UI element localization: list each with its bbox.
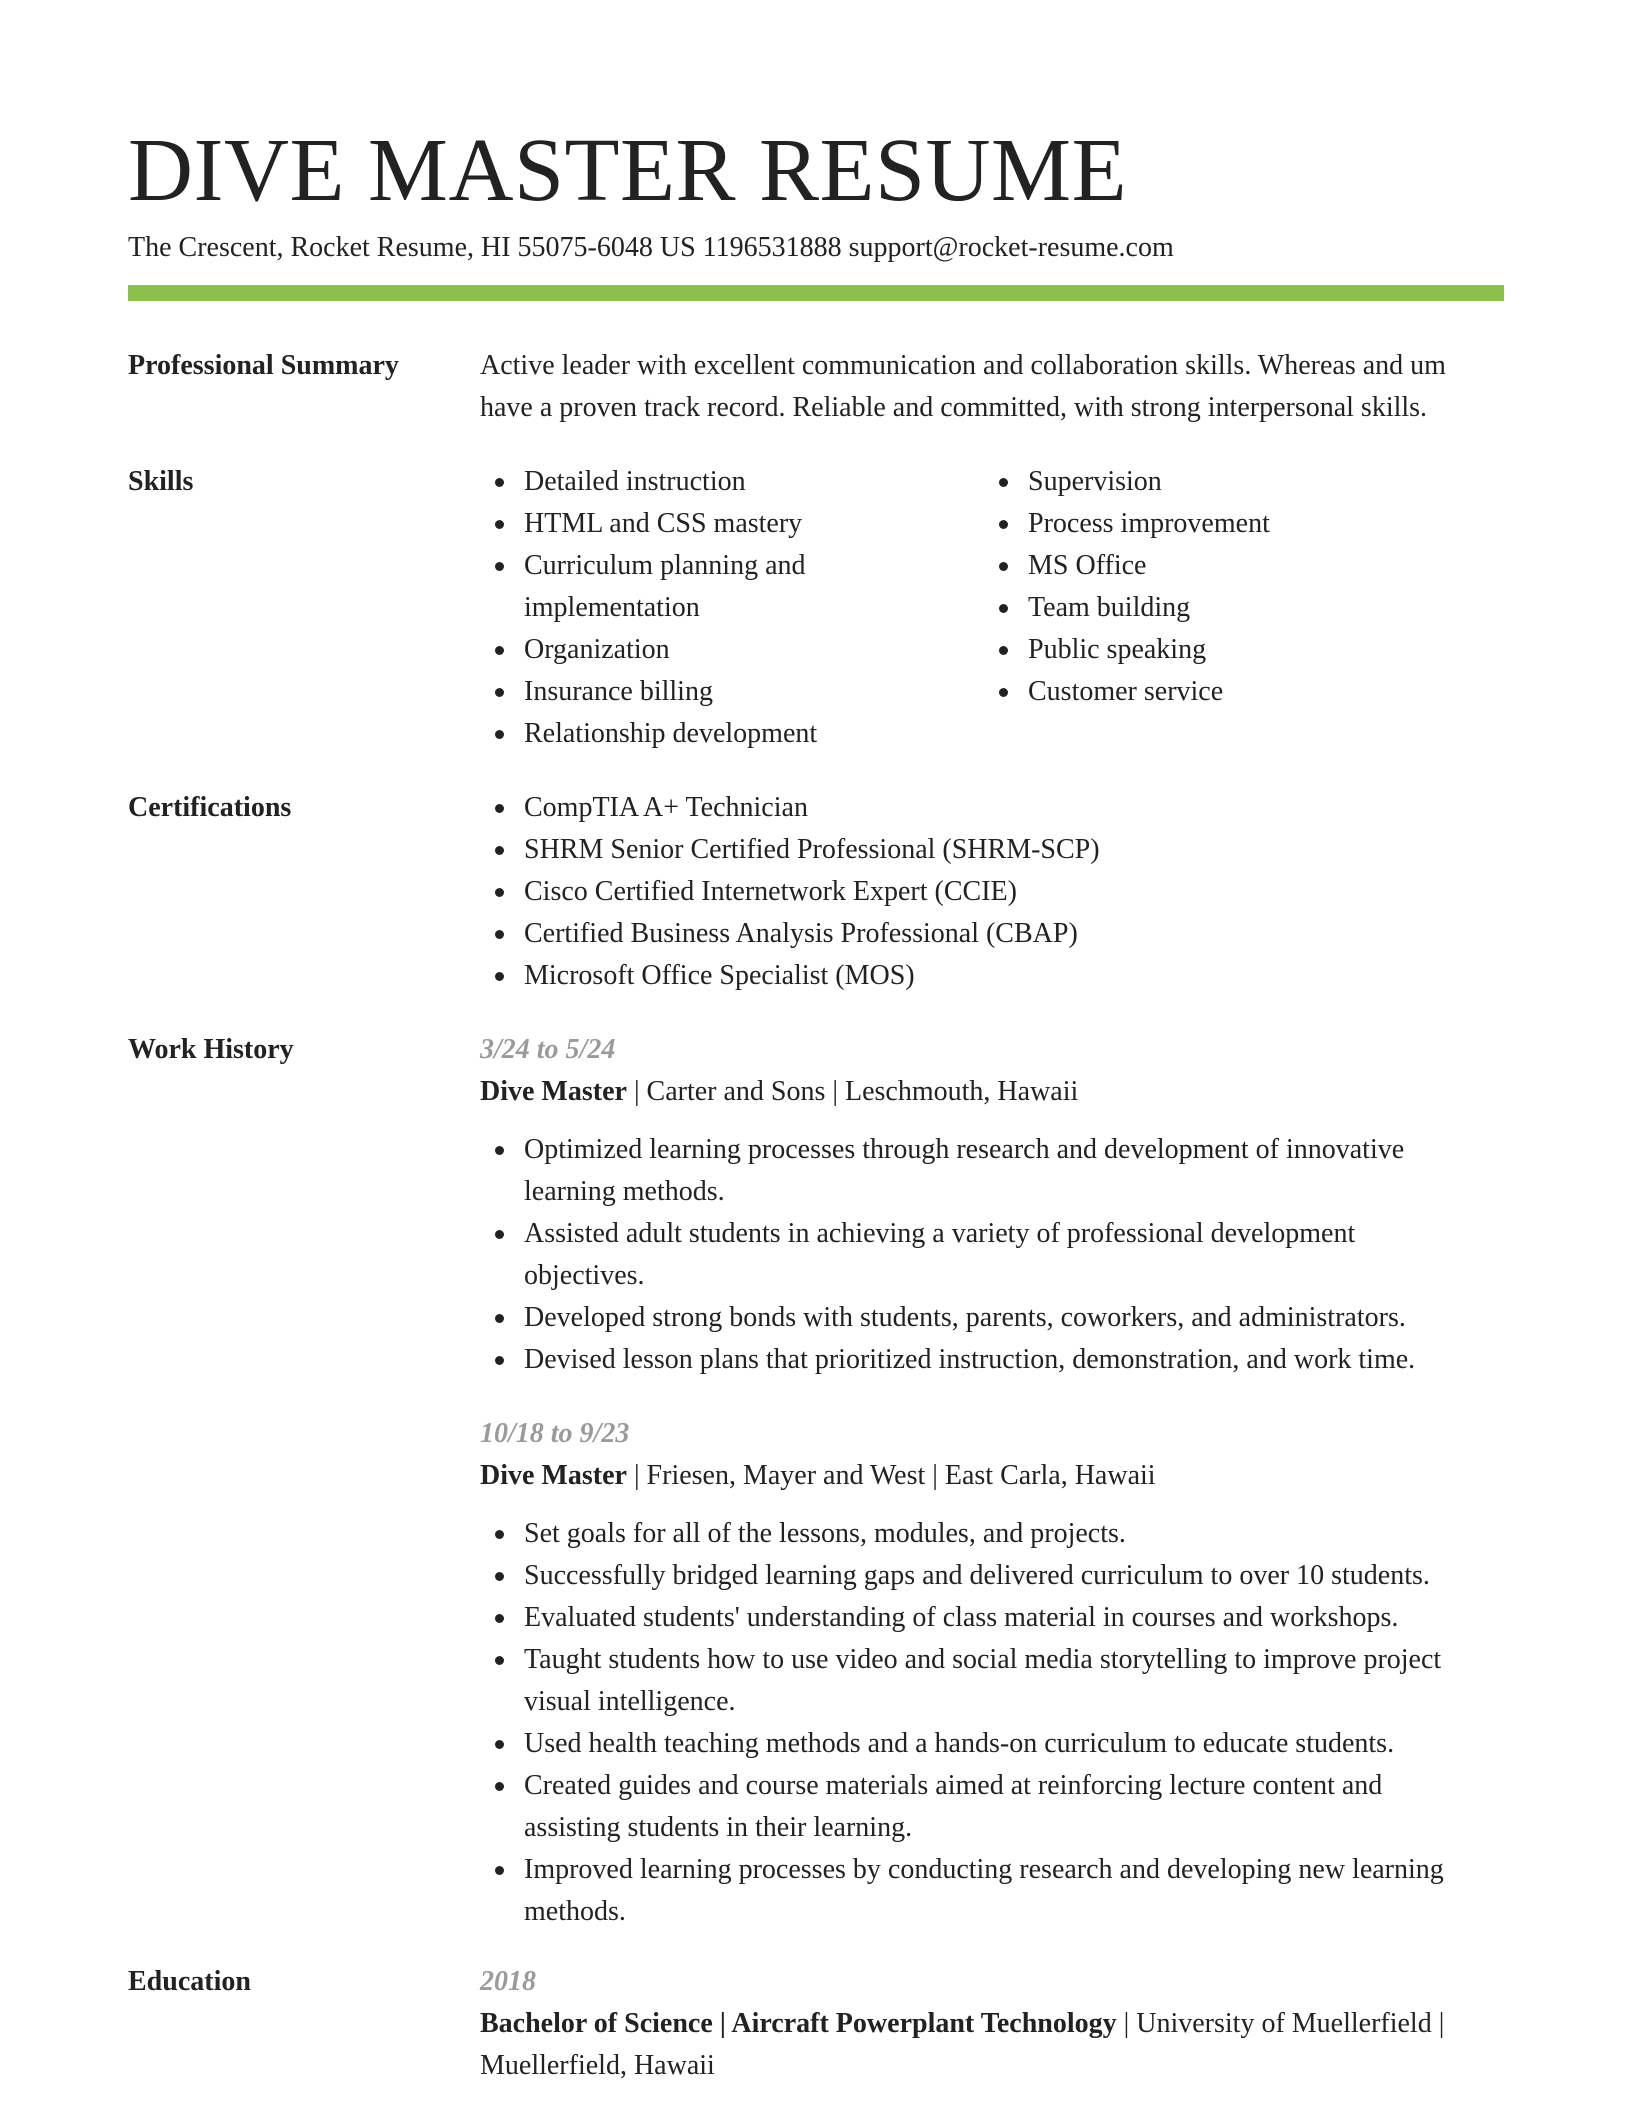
certification-item: SHRM Senior Certified Professional (SHRM-SCP)	[480, 829, 1504, 871]
section-label-work-history: Work History	[128, 1034, 294, 1065]
skill-item: Relationship development	[480, 713, 984, 755]
education-year: 2018	[480, 1966, 536, 1997]
job-bullet: Devised lesson plans that prioritized instruction, demonstration, and work time.	[480, 1339, 1480, 1381]
section-label-education: Education	[128, 1966, 251, 1997]
job-bullet: Assisted adult students in achieving a variety of professional development objectives.	[480, 1213, 1480, 1297]
job-bullet: Optimized learning processes through research and development of innovative learning methods.	[480, 1129, 1480, 1213]
contact-line: The Crescent, Rocket Resume, HI 55075-6048 US 1196531888 support@rocket-resume.com	[128, 232, 1174, 263]
job-details: | Carter and Sons | Leschmouth, Hawaii	[626, 1076, 1079, 1107]
skill-item: Detailed instruction	[480, 461, 984, 503]
certifications-body	[480, 787, 1504, 997]
skill-item: Curriculum planning and implementation	[480, 545, 864, 629]
job-title: Dive Master	[480, 1076, 627, 1107]
skill-item: Insurance billing	[480, 671, 984, 713]
skill-item: Public speaking	[984, 629, 1504, 671]
resume-title: DIVE MASTER RESUME	[128, 121, 1128, 220]
education-heading	[480, 2003, 1504, 2087]
job-entry	[480, 1413, 1504, 1933]
skill-item: Customer service	[984, 671, 1504, 713]
education-details: | University of Muellerfield | Muellerfield, Hawaii	[480, 2008, 1445, 2081]
certifications-list	[480, 787, 1504, 997]
job-bullets	[480, 1513, 1480, 1933]
section-label-summary: Professional Summary	[128, 350, 399, 381]
section-label-skills: Skills	[128, 466, 194, 497]
summary-text: Active leader with excellent communication and collaboration skills. Whereas and um have a proven track record. Reliable and committed, with strong interpersonal skills.	[480, 350, 1446, 423]
skill-item: Team building	[984, 587, 1504, 629]
header-divider	[128, 285, 1504, 301]
job-bullet: Taught students how to use video and social media storytelling to improve project visual intelligence.	[480, 1639, 1480, 1723]
job-details: | Friesen, Mayer and West | East Carla, Hawaii	[626, 1460, 1156, 1491]
certification-item: Certified Business Analysis Professional (CBAP)	[480, 913, 1504, 955]
job-dates: 3/24 to 5/24	[480, 1034, 616, 1065]
job-bullet: Developed strong bonds with students, parents, coworkers, and administrators.	[480, 1297, 1480, 1339]
job-bullet: Created guides and course materials aimed at reinforcing lecture content and assisting students in their learning.	[480, 1765, 1480, 1849]
section-label-certifications: Certifications	[128, 792, 292, 823]
job-dates: 10/18 to 9/23	[480, 1418, 630, 1449]
education-degree: Bachelor of Science | Aircraft Powerplant Technology	[480, 2008, 1117, 2039]
skills-list-col2	[984, 461, 1504, 755]
job-bullet: Used health teaching methods and a hands-on curriculum to educate students.	[480, 1723, 1480, 1765]
job-title: Dive Master	[480, 1460, 627, 1491]
job-bullet: Improved learning processes by conducting research and developing new learning methods.	[480, 1849, 1480, 1933]
job-heading	[480, 1071, 1504, 1113]
job-bullet: Set goals for all of the lessons, modules, and projects.	[480, 1513, 1480, 1555]
certification-item: Microsoft Office Specialist (MOS)	[480, 955, 1504, 997]
work-history-body	[480, 1029, 1504, 1933]
skill-item: MS Office	[984, 545, 1504, 587]
job-bullet: Successfully bridged learning gaps and delivered curriculum to over 10 students.	[480, 1555, 1480, 1597]
skill-item: Supervision	[984, 461, 1504, 503]
skill-item: HTML and CSS mastery	[480, 503, 984, 545]
skill-item: Organization	[480, 629, 984, 671]
job-bullet: Evaluated students' understanding of class material in courses and workshops.	[480, 1597, 1480, 1639]
job-heading	[480, 1455, 1504, 1497]
summary-body	[480, 345, 1504, 429]
education-body	[480, 1961, 1504, 2087]
job-entry	[480, 1029, 1504, 1381]
job-bullets	[480, 1129, 1480, 1381]
skill-item: Process improvement	[984, 503, 1504, 545]
skills-body	[480, 461, 1504, 755]
certification-item: Cisco Certified Internetwork Expert (CCIE)	[480, 871, 1504, 913]
certification-item: CompTIA A+ Technician	[480, 787, 1504, 829]
skills-list-col1	[480, 461, 984, 755]
